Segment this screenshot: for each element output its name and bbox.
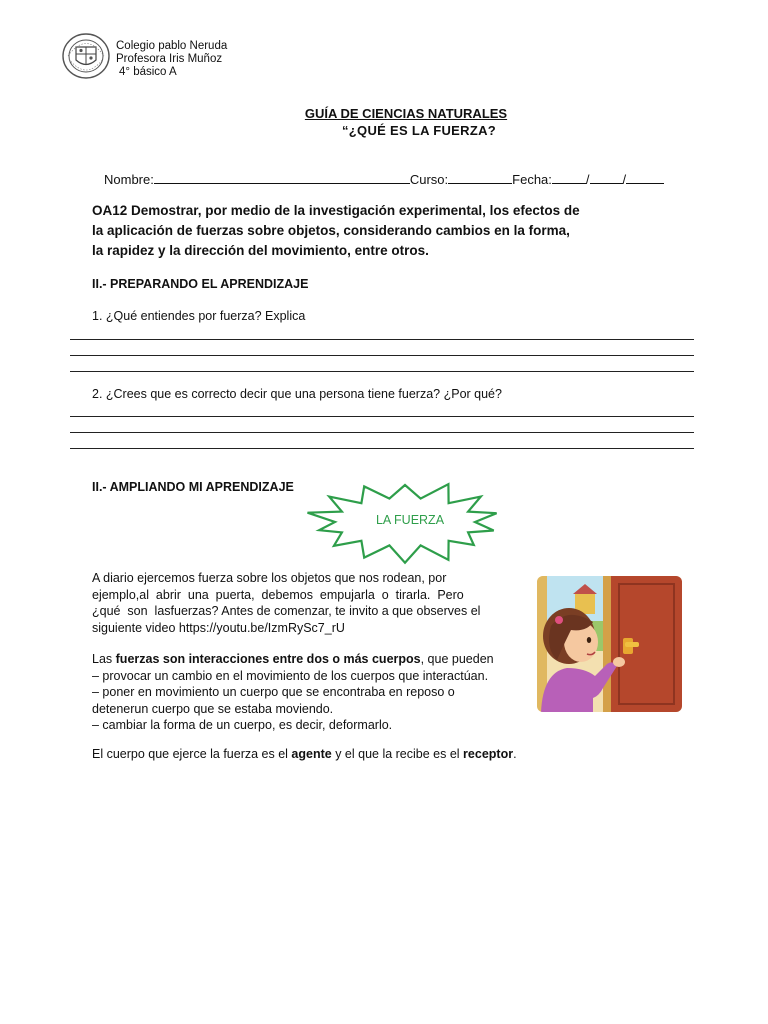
- agent-receptor-sentence: [92, 746, 612, 763]
- course-blank[interactable]: [448, 171, 512, 184]
- intro-line-1: A diario ejercemos fuerza sobre los objetos que nos rodean, por: [92, 571, 447, 585]
- course-label: Curso:: [409, 172, 449, 187]
- forces-definition: [92, 651, 532, 734]
- school-name: Colegio pablo Neruda: [116, 40, 228, 52]
- guide-title: GUÍA DE CIENCIAS NATURALES: [304, 106, 508, 121]
- intro-line-2: ejemplo,al abrir una puerta, debemos empujarla o tirarla. Pero: [92, 587, 464, 602]
- definition-suffix: , que pueden: [420, 652, 494, 666]
- student-fields-row: [104, 171, 664, 187]
- section-heading-ampliando: II.- AMPLIANDO MI APRENDIZAJE: [92, 480, 294, 494]
- receptor-term: receptor: [463, 747, 514, 761]
- agent-prefix: El cuerpo que ejerce la fuerza es el: [92, 747, 292, 761]
- date-month-blank[interactable]: [590, 171, 623, 184]
- objective-line-3: la rapidez y la dirección del movimiento, entre otros.: [92, 243, 429, 258]
- definition-bold: fuerzas son interacciones entre dos o más cuerpos: [115, 652, 421, 666]
- section-heading-preparando: II.- PREPARANDO EL APRENDIZAJE: [92, 277, 309, 291]
- agent-suffix: .: [513, 747, 517, 761]
- bullet-3: – cambiar la forma de un cuerpo, es decir, deformarlo.: [92, 718, 393, 732]
- answer-line-2b[interactable]: [70, 432, 694, 433]
- school-header: [116, 40, 227, 79]
- definition-line: [92, 651, 532, 668]
- bullet-1: – provocar un cambio en el movimiento de los cuerpos que interactúan.: [92, 668, 489, 683]
- answer-line-2a[interactable]: [70, 416, 694, 417]
- question-1: 1. ¿Qué entiendes por fuerza? Explica: [92, 309, 306, 323]
- school-seal-logo: [62, 33, 110, 79]
- agent-term: agente: [291, 747, 332, 761]
- objective-line-2: la aplicación de fuerzas sobre objetos, considerando cambios en la forma,: [92, 223, 570, 238]
- answer-line-1c[interactable]: [70, 371, 694, 372]
- girl-opening-door-illustration: [537, 576, 682, 712]
- teacher-name: Profesora Iris Muñoz: [116, 53, 223, 65]
- date-year-blank[interactable]: [626, 171, 664, 184]
- intro-line-3: ¿qué son lasfuerzas? Antes de comenzar, te invito a que observes el: [92, 604, 481, 618]
- agent-middle: y el que la recibe es el: [331, 747, 464, 761]
- date-separator-1: /: [585, 172, 590, 187]
- date-separator-2: /: [622, 172, 627, 187]
- name-blank[interactable]: [154, 171, 410, 184]
- definition-prefix: Las: [92, 652, 116, 666]
- burst-label: LA FUERZA: [375, 513, 445, 527]
- date-label: Fecha:: [512, 172, 552, 187]
- la-fuerza-burst-banner: [302, 480, 508, 568]
- bullet-2a: – poner en movimiento un cuerpo que se encontraba en reposo o: [92, 685, 455, 699]
- bullet-2b: detenerun cuerpo que se estaba moviendo.: [92, 701, 334, 716]
- answer-line-2c[interactable]: [70, 448, 694, 449]
- guide-subtitle: “¿QUÉ ES LA FUERZA?: [342, 123, 496, 138]
- intro-line-4: siguiente video https://youtu.be/IzmRySc7_rU: [92, 620, 345, 635]
- date-day-blank[interactable]: [552, 171, 586, 184]
- grade-label: 4° básico A: [119, 66, 177, 78]
- objective-line-1: OA12 Demostrar, por medio de la investigación experimental, los efectos de: [92, 203, 580, 218]
- intro-paragraph: [92, 570, 512, 636]
- answer-line-1b[interactable]: [70, 355, 694, 356]
- answer-line-1a[interactable]: [70, 339, 694, 340]
- learning-objective: [92, 201, 652, 261]
- name-label: Nombre:: [104, 172, 154, 187]
- question-2: 2. ¿Crees que es correcto decir que una persona tiene fuerza? ¿Por qué?: [92, 387, 502, 401]
